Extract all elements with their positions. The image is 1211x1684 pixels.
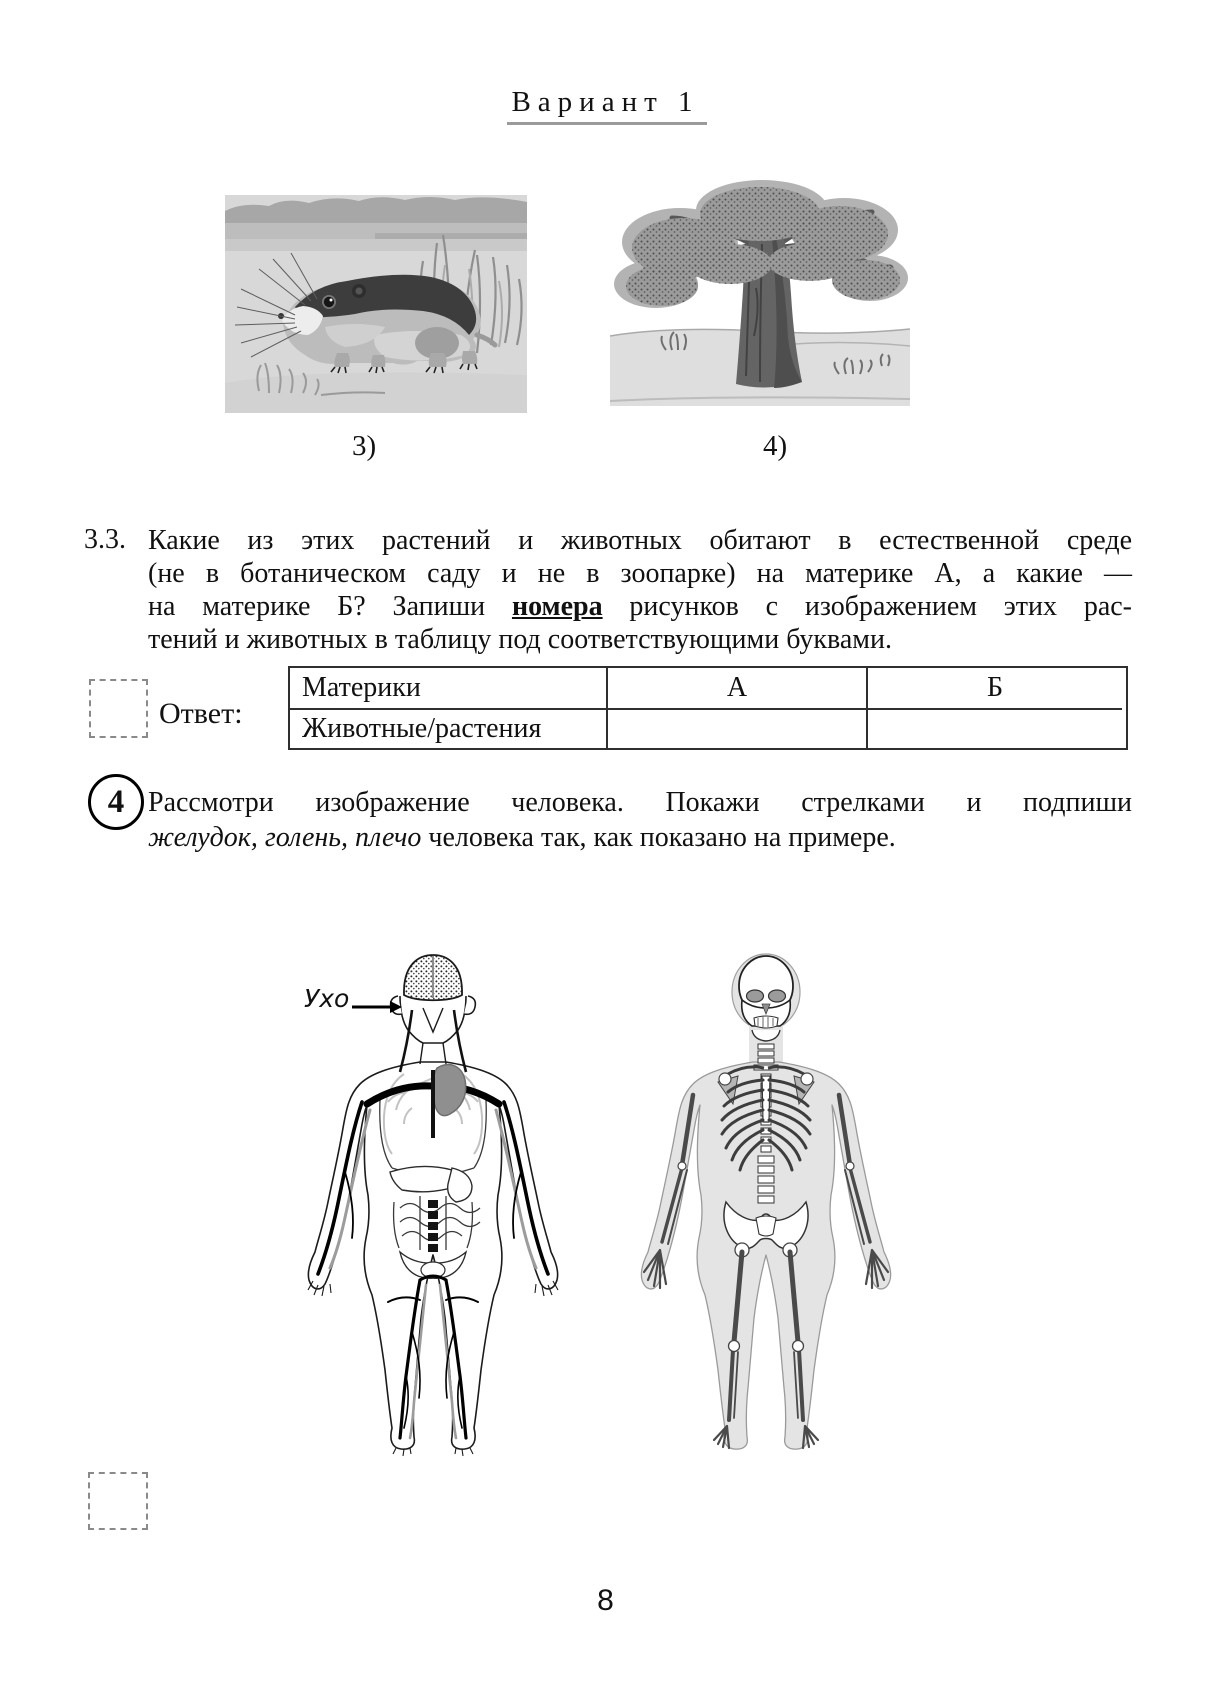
title-underline <box>507 122 707 125</box>
line3-post: рисунков с изображением этих рас- <box>602 591 1132 622</box>
score-box-bottom[interactable] <box>88 1472 148 1530</box>
baobab-illustration <box>610 168 910 415</box>
skull <box>739 956 793 1041</box>
answer-label: Ответ: <box>159 697 243 730</box>
table-cell-a[interactable] <box>608 710 868 748</box>
human-circulatory-figure <box>300 950 570 1460</box>
score-box[interactable] <box>89 679 148 738</box>
table-cell-b[interactable] <box>868 710 1122 748</box>
question-4-line1: Рассмотри изображение человека. Покажи стрелками и подпиши <box>148 787 1132 818</box>
human-skeleton-figure <box>630 950 900 1460</box>
line3-emphasis: номера <box>511 591 603 622</box>
question-3-3-line4: тений и животных в таблицу под соответствующими буквами. <box>148 624 892 655</box>
skeleton-image <box>630 950 900 1460</box>
baobab-image <box>610 168 910 415</box>
table-header-b: Б <box>868 668 1122 710</box>
question-4-terms: желудок, голень, плечо <box>148 822 422 853</box>
question-3-3-line1: Какие из этих растений и животных обитают в естественной среде <box>148 525 1132 556</box>
rodent-illustration <box>225 195 527 413</box>
question-4-line2 <box>148 821 1132 854</box>
head <box>391 955 476 1072</box>
answer-table <box>288 666 1128 750</box>
question-3-3-line2: (не в ботаническом саду и не в зоопарке) на материке А, а какие — <box>148 558 1132 589</box>
arrow-icon <box>352 1000 402 1014</box>
rodent-image <box>225 195 527 413</box>
ear-annotation-arrow <box>352 1000 402 1014</box>
line3-pre: на материке Б? Запиши <box>148 591 512 622</box>
table-header-a: А <box>608 668 868 710</box>
table-row-label: Животные/растения <box>290 710 608 748</box>
page-title: Вариант 1 <box>511 86 700 118</box>
figure-label-3: 3) <box>352 430 377 462</box>
question-4-line2-rest: человека так, как показано на примере. <box>421 822 896 853</box>
spine <box>428 1200 438 1252</box>
circulatory-image <box>300 950 570 1460</box>
question-4-number-badge: 4 <box>88 774 144 830</box>
question-3-3-number: 3.3. <box>84 524 126 555</box>
page-number: 8 <box>597 1584 614 1617</box>
table-header-materiki: Материки <box>290 668 608 710</box>
ear-annotation-label: Ухо <box>304 984 350 1013</box>
figure-label-4: 4) <box>763 430 788 462</box>
question-3-3-line3 <box>148 590 1132 623</box>
